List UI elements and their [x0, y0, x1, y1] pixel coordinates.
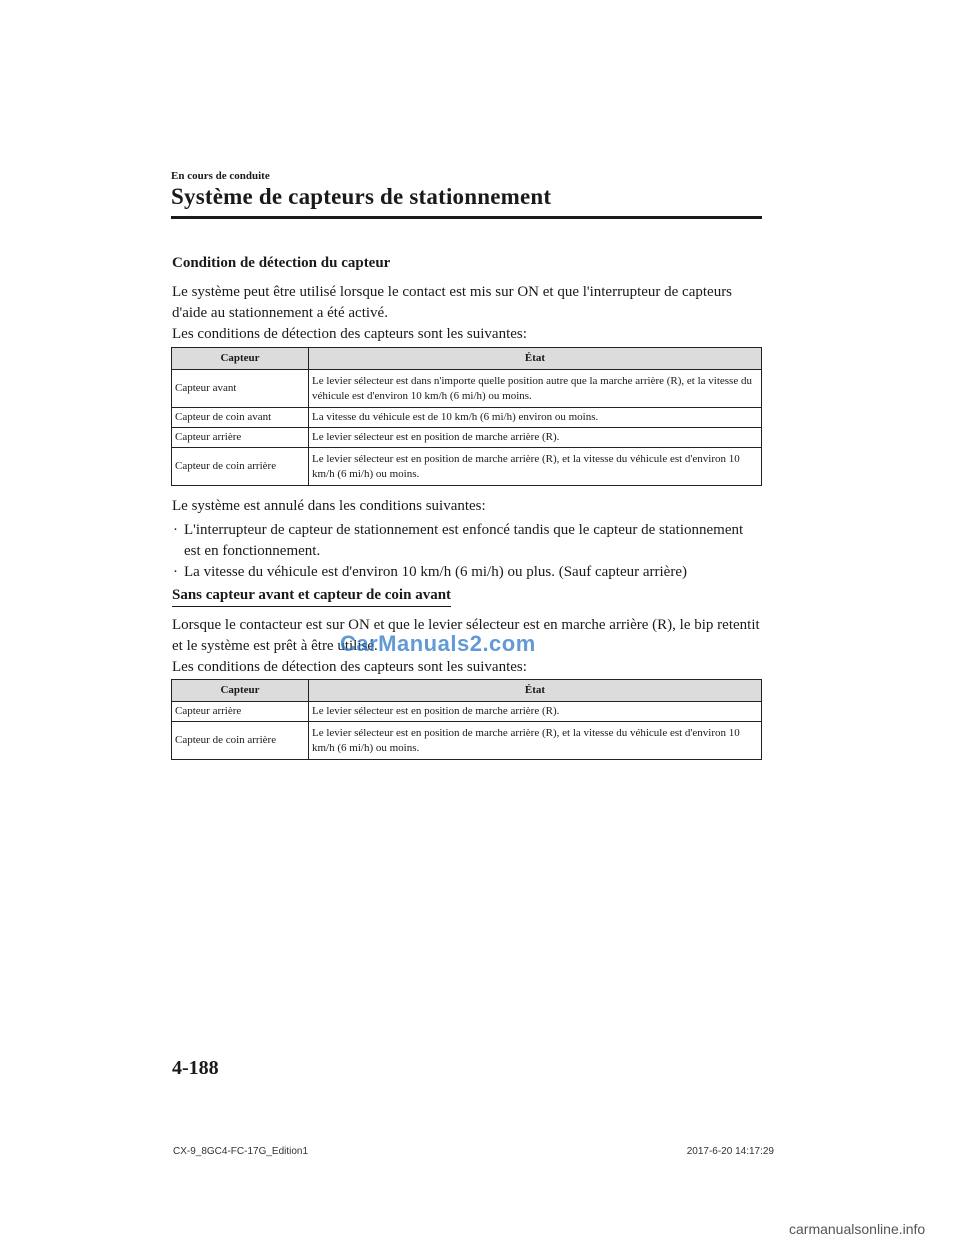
- section-heading-no-front-sensor: Sans capteur avant et capteur de coin avant: [172, 587, 451, 607]
- table-cell-state: Le levier sélecteur est en position de marche arrière (R).: [309, 702, 762, 722]
- section1-intro-conditions: Les conditions de détection des capteurs sont les suivantes:: [172, 326, 527, 342]
- column-header-sensor: Capteur: [172, 348, 309, 370]
- table-cell-sensor: Capteur arrière: [172, 702, 309, 722]
- table-header-row: [172, 680, 762, 702]
- title-rule: [171, 216, 762, 219]
- watermark-logo: CarManuals2.com: [340, 631, 536, 656]
- bullet-icon: ·: [173, 564, 178, 580]
- bullet-icon: ·: [173, 522, 178, 538]
- table-cell-sensor: Capteur de coin avant: [172, 408, 309, 428]
- table-cell-sensor: Capteur de coin arrière: [172, 448, 309, 486]
- table-row: [172, 448, 762, 486]
- footer-timestamp: 2017-6-20 14:17:29: [686, 1146, 774, 1157]
- section2-intro-conditions: Les conditions de détection des capteurs sont les suivantes:: [172, 659, 527, 675]
- column-header-sensor: Capteur: [172, 680, 309, 702]
- list-item-text: La vitesse du véhicule est d'environ 10 km/h (6 mi/h) ou plus. (Sauf capteur arrière): [184, 564, 687, 580]
- sensor-table-1: [171, 347, 762, 486]
- sensor-table-2: [171, 679, 762, 760]
- table-cell-sensor: Capteur avant: [172, 370, 309, 408]
- footer-edition: CX-9_8GC4-FC-17G_Edition1: [173, 1146, 309, 1157]
- table-row: [172, 408, 762, 428]
- table-cell-state: Le levier sélecteur est en position de marche arrière (R), et la vitesse du véhicule est d'environ 10 km/h (6 mi/h) ou moins.: [309, 448, 762, 486]
- section1-intro: [172, 282, 762, 345]
- table-cell-state: Le levier sélecteur est en position de marche arrière (R).: [309, 428, 762, 448]
- table-row: [172, 428, 762, 448]
- table-cell-sensor: Capteur arrière: [172, 428, 309, 448]
- list-item: [172, 562, 762, 583]
- column-header-state: État: [309, 348, 762, 370]
- cancel-conditions-list: [172, 520, 762, 583]
- section-heading-detection: Condition de détection du capteur: [172, 255, 391, 271]
- cancel-intro: Le système est annulé dans les conditions suivantes:: [172, 498, 486, 514]
- page-number: 4-188: [172, 1057, 219, 1079]
- list-item-text: L'interrupteur de capteur de stationnement est enfoncé tandis que le capteur de stationnement est en fonctionnement.: [184, 522, 744, 559]
- table-row: [172, 702, 762, 722]
- table-cell-state: La vitesse du véhicule est de 10 km/h (6 mi/h) environ ou moins.: [309, 408, 762, 428]
- column-header-state: État: [309, 680, 762, 702]
- site-watermark: carmanualsonline.info: [789, 1221, 926, 1237]
- page-title: Système de capteurs de stationnement: [171, 184, 552, 209]
- table-cell-state: Le levier sélecteur est en position de marche arrière (R), et la vitesse du véhicule est d'environ 10 km/h (6 mi/h) ou moins.: [309, 722, 762, 760]
- chapter-label: En cours de conduite: [171, 170, 270, 182]
- list-item: [172, 520, 762, 562]
- table-header-row: [172, 348, 762, 370]
- section1-intro-text: Le système peut être utilisé lorsque le contact est mis sur ON et que l'interrupteur de capteurs d'aide au stationnement a été activé.: [172, 284, 733, 321]
- table-cell-state: Le levier sélecteur est dans n'importe quelle position autre que la marche arrière (R), et la vitesse du véhicule est d'environ 10 km/h (6 mi/h) ou moins.: [309, 370, 762, 408]
- table-row: [172, 370, 762, 408]
- section2-intro-text: Lorsque le contacteur est sur ON et que le levier sélecteur est en marche arrière (R), le bip retentit et le système est prêt à être utilisé.: [172, 617, 760, 654]
- table-row: [172, 722, 762, 760]
- table-cell-sensor: Capteur de coin arrière: [172, 722, 309, 760]
